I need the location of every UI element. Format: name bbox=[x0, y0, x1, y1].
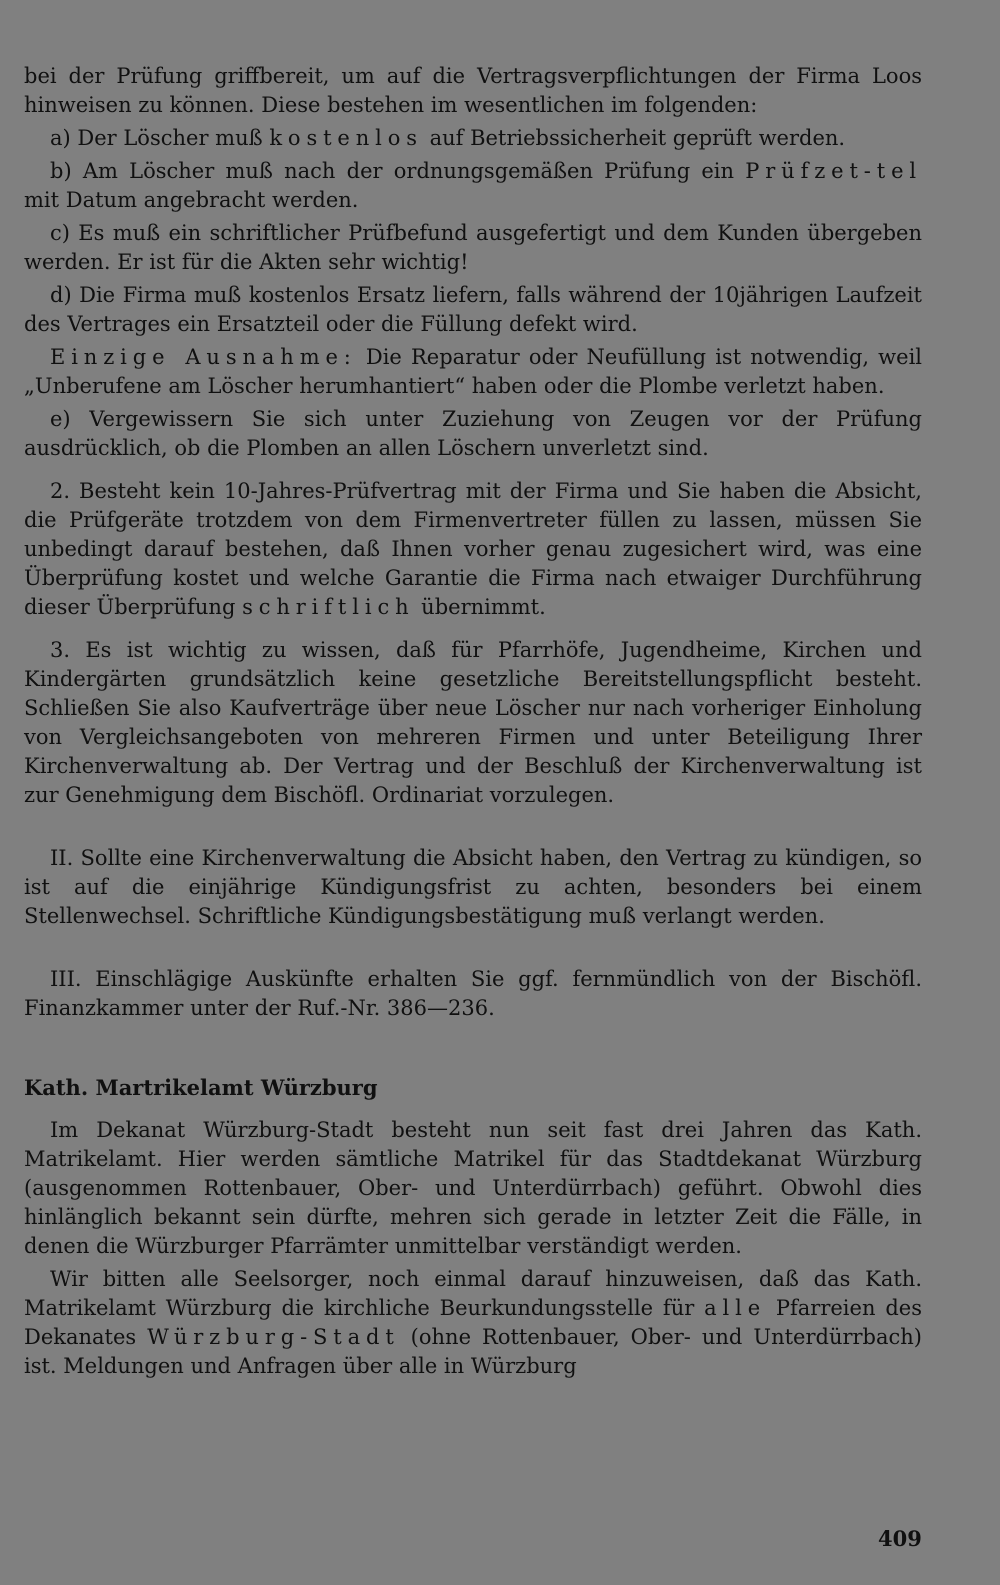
item-b-pre: b) Am Löscher muß nach der ordnungsgemäßen Prüfung ein bbox=[50, 159, 746, 183]
point-3-text: 3. Es ist wichtig zu wissen, daß für Pfarrhöfe, Jugendheime, Kirchen und Kindergärten grundsätzlich keine gesetzliche Bereitstellungspflicht besteht. Schließen Sie also Kaufverträge über neue Löscher nur nach vorheriger Einholung von Vergleichsangeboten von mehreren Firmen und unter Beteiligung Ihrer Kirchenverwaltung ab. Der Vertrag und der Beschluß der Kirchenverwaltung ist zur Genehmigung dem Bischöfl. Ordinariat vorzulegen. bbox=[24, 638, 922, 807]
item-a-pre: a) Der Löscher muß bbox=[50, 126, 270, 150]
matrikel-heading: Kath. Martrikelamt Würzburg bbox=[24, 1075, 378, 1100]
point-2-pre: 2. Besteht kein 10-Jahres-Prüfvertrag mit der Firma und Sie haben die Absicht, die Prüfgeräte trotzdem von dem Firmenvertreter füllen zu lassen, müssen Sie unbedingt darauf bestehen, daß Ihnen vorher genau zugesichert wird, was eine Überprüfung kostet und welche Garantie die Firma nach etwaiger Durchführung dieser Überprüfung bbox=[24, 479, 922, 619]
matrikel-p2-spaced-2: Würzburg-Stadt bbox=[147, 1325, 400, 1349]
exception-label: Einzige Ausnahme: bbox=[50, 345, 357, 369]
section-2-text: II. Sollte eine Kirchenverwaltung die Absicht haben, den Vertrag zu kündigen, so ist auf die einjährige Kündigungsfrist zu achten, besonders bei einem Stellenwechsel. Schriftliche Kündigungsbestätigung muß verlangt werden. bbox=[24, 846, 922, 928]
item-e-text: e) Vergewissern Sie sich unter Zuziehung von Zeugen vor der Prüfung ausdrücklich, ob die Plomben an allen Löschern unverletzt sind. bbox=[24, 407, 922, 460]
point-3-paragraph bbox=[24, 636, 922, 810]
matrikel-p2-mid: Pfarreien des Dekanates bbox=[24, 1296, 922, 1349]
item-a bbox=[24, 124, 922, 153]
item-a-spaced: kostenlos bbox=[269, 126, 423, 150]
matrikel-p2-post: (ohne Rottenbauer, Ober- und Unterdürrbach) ist. Meldungen und Anfragen über alle in Würzburg bbox=[24, 1325, 922, 1378]
item-b bbox=[24, 157, 922, 215]
matrikel-p1-text: Im Dekanat Würzburg-Stadt besteht nun seit fast drei Jahren das Kath. Matrikelamt. Hier werden sämtliche Matrikel für das Stadtdekanat Würzburg (ausgenommen Rottenbauer, Ober- und Unterdürrbach) geführt. Obwohl dies hinlänglich bekannt sein dürfte, mehren sich gerade in letzter Zeit die Fälle, in denen die Würzburger Pfarrämter unmittelbar verständigt werden. bbox=[24, 1118, 922, 1258]
item-d bbox=[24, 281, 922, 339]
matrikel-p2-spaced-1: alle bbox=[704, 1296, 767, 1320]
point-2-paragraph bbox=[24, 477, 922, 622]
matrikel-p2-pre: Wir bitten alle Seelsorger, noch einmal darauf hinzuweisen, daß das Kath. Matrikelamt Würzburg die kirchliche Beurkundungsstelle für bbox=[24, 1267, 922, 1320]
matrikel-paragraph-1 bbox=[24, 1116, 922, 1261]
page-number: 409 bbox=[878, 1526, 922, 1551]
point-2-spaced: schriftlich bbox=[242, 595, 415, 619]
item-c bbox=[24, 219, 922, 277]
exception-text: Die Reparatur oder Neufüllung ist notwendig, weil „Unberufene am Löscher herumhantiert“ haben oder die Plombe verletzt haben. bbox=[24, 345, 923, 398]
item-c-text: c) Es muß ein schriftlicher Prüfbefund ausgefertigt und dem Kunden übergeben werden. Er ist für die Akten sehr wichtig! bbox=[24, 221, 922, 274]
item-e bbox=[24, 405, 922, 463]
section-2-paragraph bbox=[24, 844, 922, 931]
item-b-spaced: Prüfzet-tel bbox=[745, 159, 922, 183]
section-3-paragraph bbox=[24, 965, 922, 1023]
item-b-post: mit Datum angebracht werden. bbox=[24, 188, 359, 212]
point-2-post: übernimmt. bbox=[414, 595, 546, 619]
item-a-post: auf Betriebssicherheit geprüft werden. bbox=[422, 126, 846, 150]
exception-paragraph bbox=[24, 343, 922, 401]
intro-text: bei der Prüfung griffbereit, um auf die Vertragsverpflichtungen der Firma Loos hinweisen zu können. Diese bestehen im wesentlichen im folgenden: bbox=[24, 64, 922, 117]
intro-paragraph bbox=[24, 62, 922, 120]
item-d-text: d) Die Firma muß kostenlos Ersatz liefern, falls während der 10jährigen Laufzeit des Vertrages ein Ersatzteil oder die Füllung defekt wird. bbox=[24, 283, 922, 336]
section-3-text: III. Einschlägige Auskünfte erhalten Sie ggf. fernmündlich von der Bischöfl. Finanzkammer unter der Ruf.-Nr. 386—236. bbox=[24, 967, 922, 1020]
matrikel-paragraph-2 bbox=[24, 1265, 922, 1381]
